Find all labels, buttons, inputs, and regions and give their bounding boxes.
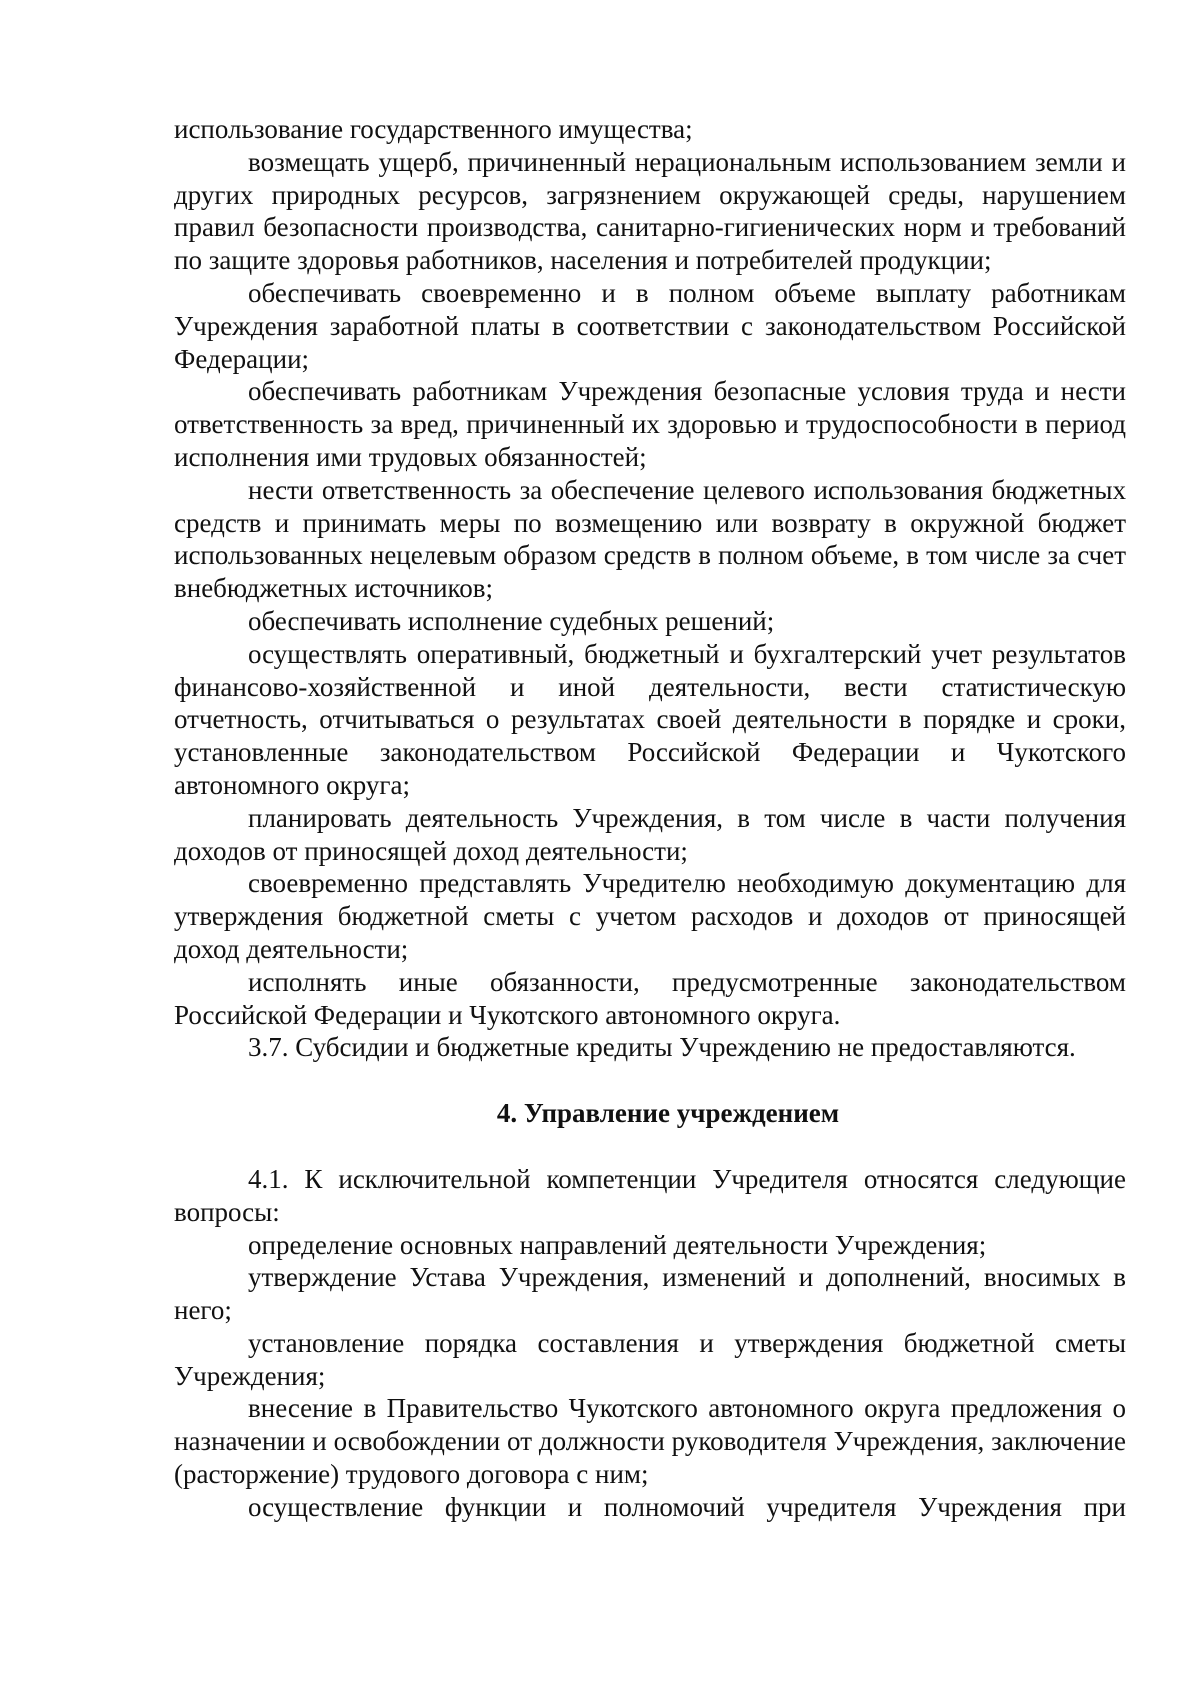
- paragraph: возмещать ущерб, причиненный нерациональным использованием земли и других природных ресурсов, загрязнением окружающей среды, нарушением правил безопасности производства, санитарно-гигиенических норм и требований по защите здоровья работников, населения и потребителей продукции;: [174, 146, 1126, 276]
- paragraph: определение основных направлений деятельности Учреждения;: [248, 1229, 987, 1260]
- paragraph: 3.7. Субсидии и бюджетные кредиты Учреждению не предоставляются.: [248, 1032, 1076, 1063]
- section-3-text: [174, 113, 1126, 1064]
- paragraph: исполнять иные обязанности, предусмотренные законодательством Российской Федерации и Чукотского автономного округа.: [174, 966, 1126, 1030]
- paragraph: 4.1. К исключительной компетенции Учредителя относятся следующие вопросы:: [174, 1163, 1126, 1227]
- paragraph: осуществлять оперативный, бюджетный и бухгалтерский учет результатов финансово-хозяйственной и иной деятельности, вести статистическую отчетность, отчитываться о результатах своей деятельности в порядке и сроки, установленные законодательством Российской Федерации и Чукотского автономного округа;: [174, 638, 1126, 800]
- paragraph: использование государственного имущества;: [174, 114, 693, 144]
- paragraph: обеспечивать исполнение судебных решений;: [248, 605, 775, 636]
- paragraph: нести ответственность за обеспечение целевого использования бюджетных средств и принимать меры по возмещению или возврату в окружной бюджет использованных нецелевым образом средств в полном объеме, в том числе за счет внебюджетных источников;: [174, 474, 1126, 604]
- paragraph: внесение в Правительство Чукотского автономного округа предложения о назначении и освобождении от должности руководителя Учреждения, заключение (расторжение) трудового договора с ним;: [174, 1393, 1126, 1490]
- paragraph: планировать деятельность Учреждения, в том числе в части получения доходов от приносящей доход деятельности;: [174, 802, 1126, 866]
- paragraph: обеспечивать работникам Учреждения безопасные условия труда и нести ответственность за вред, причиненный их здоровью и трудоспособности в период исполнения ими трудовых обязанностей;: [174, 376, 1126, 472]
- paragraph: обеспечивать своевременно и в полном объеме выплату работникам Учреждения заработной платы в соответствии с законодательством Российской Федерации;: [174, 277, 1126, 374]
- paragraph: своевременно представлять Учредителю необходимую документацию для утверждения бюджетной сметы с учетом расходов и доходов от приносящей доход деятельности;: [174, 868, 1126, 964]
- section-4-text: [174, 1163, 1126, 1524]
- paragraph: установление порядка составления и утверждения бюджетной сметы Учреждения;: [174, 1327, 1126, 1391]
- document-body: [174, 113, 1126, 1524]
- paragraph: утверждение Устава Учреждения, изменений и дополнений, вносимых в него;: [174, 1262, 1126, 1326]
- paragraph: осуществление функции и полномочий учредителя Учреждения при: [248, 1491, 1126, 1522]
- section-heading: 4. Управление учреждением: [496, 1098, 840, 1129]
